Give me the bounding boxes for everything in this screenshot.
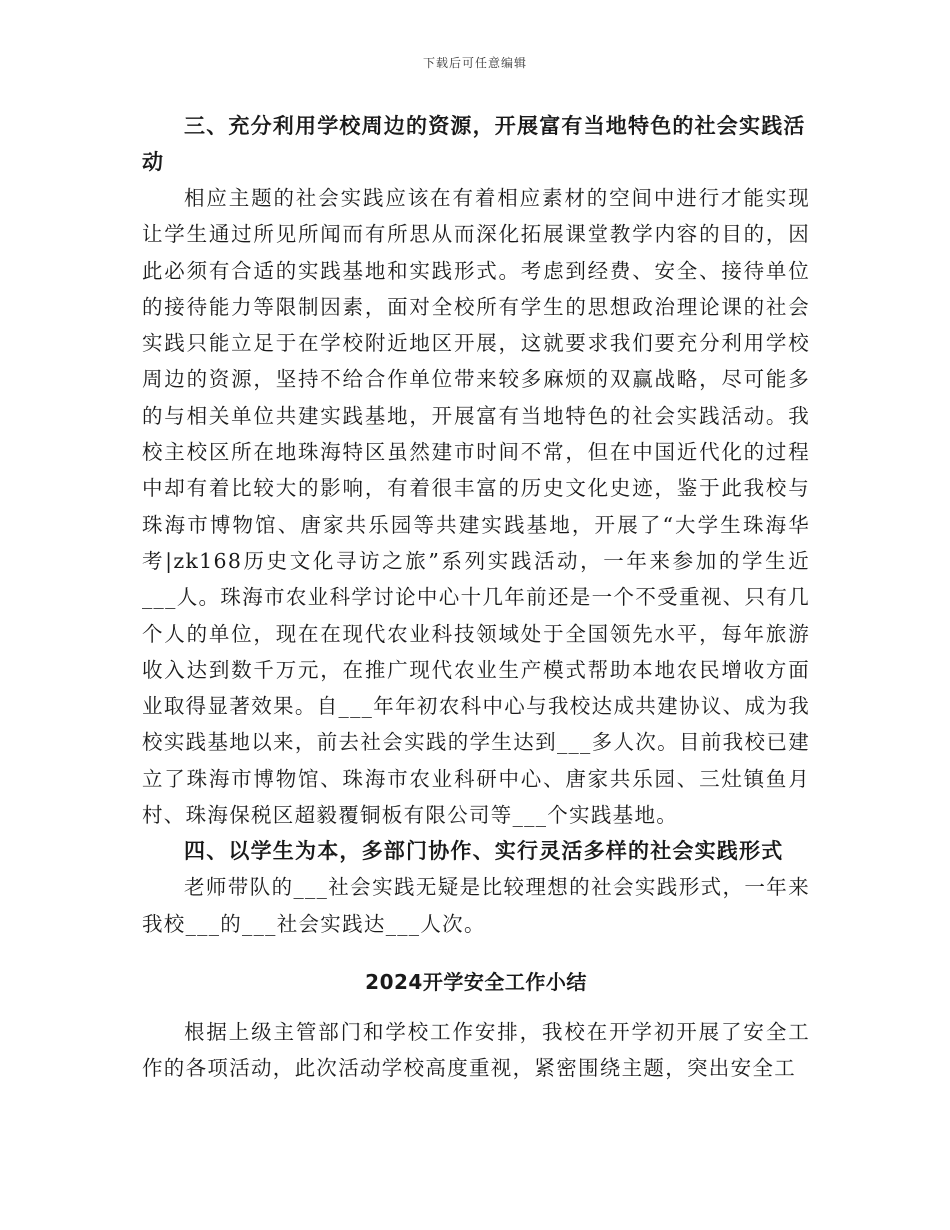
- section-3-paragraph: 相应主题的社会实践应该在有着相应素材的空间中进行才能实现让学生通过所见所闻而有所思从而深化拓展课堂教学内容的目的，因此必须有合适的实践基地和实践形式。考虑到经费、安全、接待单位的接待能力等限制因素，面对全校所有学生的思想政治理论课的社会实践只能立足于在学校附近地区开展，这就要求我们要充分利用学校周边的资源，坚持不给合作单位带来较多麻烦的双赢战略，尽可能多的与相关单位共建实践基地，开展富有当地特色的社会实践活动。我校主校区所在地珠海特区虽然建市时间不常，但在中国近代化的过程中却有着比较大的影响，有着很丰富的历史文化史迹，鉴于此我校与珠海市博物馆、唐家共乐园等共建实践基地，开展了“大学生珠海华考|zk168历史文化寻访之旅”系列实践活动，一年来参加的学生近___人。珠海市农业科学讨论中心十几年前还是一个不受重视、只有几个人的单位，现在在现代农业科技领域处于全国领先水平，每年旅游收入达到数千万元，在推广现代农业生产模式帮助本地农民增收方面业取得显著效果。自___年年初农科中心与我校达成共建协议、成为我校实践基地以来，前去社会实践的学生达到___多人次。目前我校已建立了珠海市博物馆、珠海市农业科研中心、唐家共乐园、三灶镇鱼月村、珠海保税区超毅覆铜板有限公司等___个实践基地。: [142, 186, 810, 828]
- section-3-heading: 三、充分利用学校周边的资源，开展富有当地特色的社会实践活动: [142, 114, 806, 174]
- section-4-paragraph: 老师带队的___社会实践无疑是比较理想的社会实践形式，一年来我校___的___社会实践达___人次。: [142, 875, 810, 936]
- page-header: 下载后可任意编辑: [422, 56, 527, 70]
- document-body: [142, 108, 810, 1087]
- summary-paragraph: 根据上级主管部门和学校工作安排，我校在开学初开展了安全工作的各项活动，此次活动学校高度重视，紧密围绕主题，突出安全工: [142, 1019, 810, 1081]
- summary-title: 2024开学安全工作小结: [365, 969, 587, 994]
- section-4-heading: 四、以学生为本，多部门协作、实行灵活多样的社会实践形式: [184, 839, 784, 864]
